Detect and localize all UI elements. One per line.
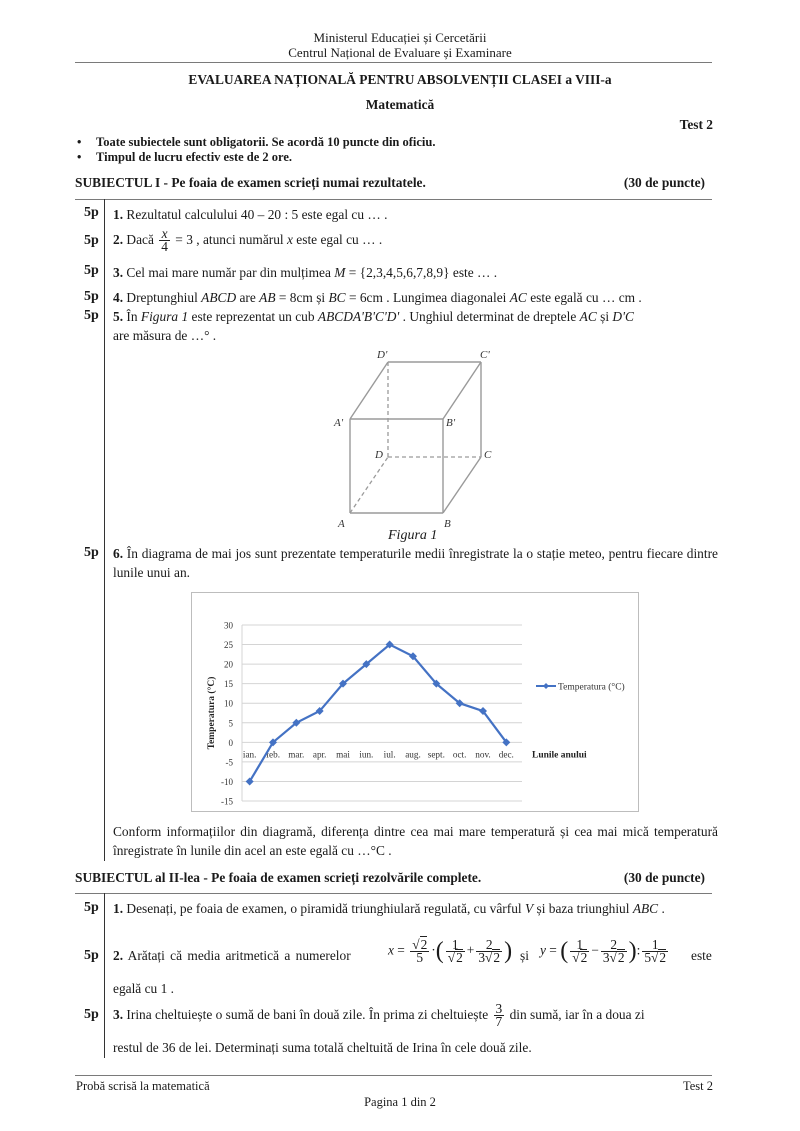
q2-number: 2. xyxy=(113,232,124,247)
s2-q2-end: egală cu 1 . xyxy=(113,981,174,996)
bullet-icon: • xyxy=(77,150,82,164)
legend-label: Temperatura (°C) xyxy=(558,682,625,693)
q5-text-d: și xyxy=(596,309,613,324)
x-axis-title: Lunile anului xyxy=(532,750,587,761)
question-4 xyxy=(113,288,718,307)
q2-points: 5p xyxy=(84,233,99,248)
q5-text-c: . Unghiul determinat de dreptele xyxy=(399,309,580,324)
q5-line1: AC xyxy=(579,309,597,324)
q4-rect: ABCD xyxy=(201,290,237,305)
section2-points-column-divider xyxy=(104,893,105,1058)
s2-question-2 xyxy=(113,938,718,976)
x-tick-label: dec. xyxy=(498,749,514,760)
y-tick-label: 25 xyxy=(224,640,233,651)
s2-q3-frac-den: 7 xyxy=(495,1014,503,1030)
s2-q1-vertex: V xyxy=(524,901,534,916)
q2-fraction xyxy=(159,228,170,253)
q3-set-name: M xyxy=(334,265,346,280)
q1-text-end: este egal cu … . xyxy=(298,207,388,222)
center-name: Centrul Național de Evaluare și Examinare xyxy=(288,45,512,60)
q4-ab-val: = 8cm xyxy=(275,290,313,305)
q5-points: 5p xyxy=(84,308,99,323)
q3-text: Cel mai mare număr par din mulțimea xyxy=(123,265,335,280)
q5-text: În xyxy=(123,309,141,324)
label-A: A xyxy=(338,518,345,530)
q4-number: 4. xyxy=(113,290,124,305)
label-A-prime: A' xyxy=(334,417,344,429)
x-tick-label: iun. xyxy=(359,749,374,760)
q1-expression: 40 – 20 : 5 xyxy=(240,207,299,222)
figure-1-cube xyxy=(320,340,500,545)
label-D-prime: D' xyxy=(377,349,388,361)
y-tick-label: 0 xyxy=(228,737,233,748)
question-3 xyxy=(113,263,718,282)
y-tick-label: 5 xyxy=(228,718,233,729)
q6-text: În diagrama de mai jos sunt prezentate temperaturile medii înregistrate la o stație meteo, pentru fiecare dintre lunile unui an. xyxy=(113,546,718,580)
q4-points: 5p xyxy=(84,289,99,304)
section1-points-column-divider xyxy=(104,199,105,861)
label-B: B xyxy=(444,518,451,530)
q5-text-b: este reprezentat un cub xyxy=(188,309,318,324)
s2-q2-points: 5p xyxy=(84,948,99,963)
s2-q1-points: 5p xyxy=(84,900,99,915)
x-tick-label: iul. xyxy=(383,749,396,760)
s2-q3-number: 3. xyxy=(113,1007,124,1022)
s2-q3-text-b: din sumă, iar în a doua zi xyxy=(506,1007,645,1022)
x-tick-label: aug. xyxy=(405,749,421,760)
y-tick-label: 20 xyxy=(224,659,233,670)
q3-set-values: = {2,3,4,5,6,7,8,9} xyxy=(345,265,450,280)
q3-number: 3. xyxy=(113,265,124,280)
y-tick-label: 30 xyxy=(224,620,233,631)
q2-eq: = 3 xyxy=(171,232,193,247)
s2-q1-text: Desenați, pe foaia de examen, o piramidă triunghiulară regulată, cu vârful xyxy=(123,901,525,916)
x-tick-label: sept. xyxy=(427,749,445,760)
question-1 xyxy=(113,205,718,224)
s2-q1-text-c: . xyxy=(658,901,665,916)
header-rule xyxy=(75,62,712,63)
y-tick-label: 15 xyxy=(224,679,233,690)
q4-text-e: este egală cu … cm . xyxy=(526,290,642,305)
q6-points: 5p xyxy=(84,545,99,560)
q4-ab: AB xyxy=(259,290,276,305)
instruction-2: Timpul de lucru efectiv este de 2 ore. xyxy=(96,150,293,164)
section2-points: (30 de puncte) xyxy=(623,870,705,885)
test-label: Test 2 xyxy=(679,117,713,132)
q2-frac-num: x xyxy=(159,228,170,241)
q4-ac: AC xyxy=(509,290,527,305)
section1-points: (30 de puncte) xyxy=(623,175,705,190)
label-C: C xyxy=(484,449,492,461)
temperature-line xyxy=(250,645,507,782)
q5-fig-ref: Figura 1 xyxy=(140,309,189,324)
q2-text-b: , atunci numărul xyxy=(192,232,287,247)
x-tick-label: apr. xyxy=(312,749,327,760)
q2-text-c: este egal cu … . xyxy=(292,232,383,247)
s2-question-1 xyxy=(113,899,718,918)
s2-q1-text-b: și baza triunghiul xyxy=(533,901,633,916)
q5-cube: ABCDA'B'C'D' xyxy=(317,309,400,324)
y-tick-label: -10 xyxy=(221,776,233,787)
q4-text: Dreptunghiul xyxy=(123,290,202,305)
label-D: D xyxy=(375,449,383,461)
question-6 xyxy=(113,544,718,582)
section2-rule xyxy=(75,893,712,894)
s2-question-3 xyxy=(113,1000,718,1030)
q2-frac-den: 4 xyxy=(161,239,168,255)
ministry-name: Ministerul Educației și Cercetării xyxy=(313,30,487,45)
s2-q3-fraction xyxy=(494,1003,505,1028)
q4-text-d: . Lungimea diagonalei xyxy=(382,290,510,305)
y-tick-label: 10 xyxy=(224,698,233,709)
section2-title: SUBIECTUL al II-lea - Pe foaia de examen scrieți rezolvările complete. xyxy=(75,870,482,885)
x-tick-label: nov. xyxy=(475,749,491,760)
temperature-chart xyxy=(191,592,639,812)
page-number: Pagina 1 din 2 xyxy=(364,1095,436,1109)
question-2 xyxy=(113,225,718,255)
s2-q3-text-c: restul de 36 de lei. Determinați suma totală cheltuită de Irina în cele două zile. xyxy=(113,1040,532,1055)
s2-q1-base: ABC xyxy=(632,901,659,916)
q6-number: 6. xyxy=(113,546,124,561)
x-tick-label: mar. xyxy=(288,749,305,760)
s2-q3-points: 5p xyxy=(84,1007,99,1022)
s2-q2-este: este xyxy=(691,948,712,963)
instruction-1: Toate subiectele sunt obligatorii. Se acordă 10 puncte din oficiu. xyxy=(96,135,436,149)
x-tick-label: ian. xyxy=(242,749,257,760)
s2-q2-number: 2. xyxy=(113,948,124,963)
subject-title: Matematică xyxy=(365,97,435,112)
section1-rule xyxy=(75,199,712,200)
s2-q3-text: Irina cheltuiește o sumă de bani în două zile. În prima zi cheltuiește xyxy=(123,1007,492,1022)
q1-text: Rezultatul calculului xyxy=(123,207,241,222)
label-B-prime: B' xyxy=(446,417,456,429)
s2-q2-text: Arătați că media aritmetică a numerelor xyxy=(123,948,351,963)
s2-q2-y-expression: y = ( $\frac{1}{√2}$ − $\frac{2}{3√2}$ ): $\frac{1}{5√2}$ xyxy=(540,937,667,965)
figure-1-caption: Figura 1 xyxy=(388,528,438,543)
bullet-icon: • xyxy=(77,135,82,149)
q4-bc: BC xyxy=(328,290,346,305)
q4-text-c: și xyxy=(312,290,329,305)
s2-q1-number: 1. xyxy=(113,901,124,916)
y-tick-label: -5 xyxy=(225,757,233,768)
q3-text-b: este … . xyxy=(449,265,498,280)
footer-right: Test 2 xyxy=(682,1079,713,1093)
q5-number: 5. xyxy=(113,309,124,324)
x-tick-label: feb. xyxy=(265,749,281,760)
q5-line2: D'C xyxy=(612,309,634,324)
s2-q3-frac-num: 3 xyxy=(495,1001,503,1017)
label-C-prime: C' xyxy=(480,349,490,361)
exam-title: EVALUAREA NAȚIONALĂ PENTRU ABSOLVENȚII CLASEI a VIII-a xyxy=(188,72,612,87)
q6-followup: Conform informațiilor din diagramă, diferența dintre cea mai mare temperatură și cea mai mică temperatură înregistrate în lunile din acel an este egală cu …°C . xyxy=(113,824,718,858)
x-tick-label: mai xyxy=(336,749,350,760)
temperature-chart-svg xyxy=(192,593,638,811)
q5-text-e: are măsura de …° . xyxy=(113,328,217,343)
s2-q2-and: și xyxy=(520,948,529,963)
y-axis-title: Temperatura (°C) xyxy=(207,676,217,750)
y-tick-label: -15 xyxy=(221,796,233,807)
s2-q2-x-expression: x = $\frac{√2}{5}$ ·( $\frac{1}{√2}$ + $\frac{2}{3√2}$ ) xyxy=(388,937,513,965)
q3-points: 5p xyxy=(84,263,99,278)
q1-number: 1. xyxy=(113,207,124,222)
q1-points: 5p xyxy=(84,205,99,220)
section1-title: SUBIECTUL I - Pe foaia de examen scrieți numai rezultatele. xyxy=(75,175,426,190)
x-tick-label: oct. xyxy=(452,749,467,760)
q2-var: x xyxy=(287,232,293,247)
q2-text: Dacă xyxy=(123,232,158,247)
footer-rule xyxy=(75,1075,712,1076)
footer-left: Probă scrisă la matematică xyxy=(76,1079,210,1093)
q4-text-b: are xyxy=(236,290,260,305)
q4-bc-val: = 6cm xyxy=(345,290,383,305)
